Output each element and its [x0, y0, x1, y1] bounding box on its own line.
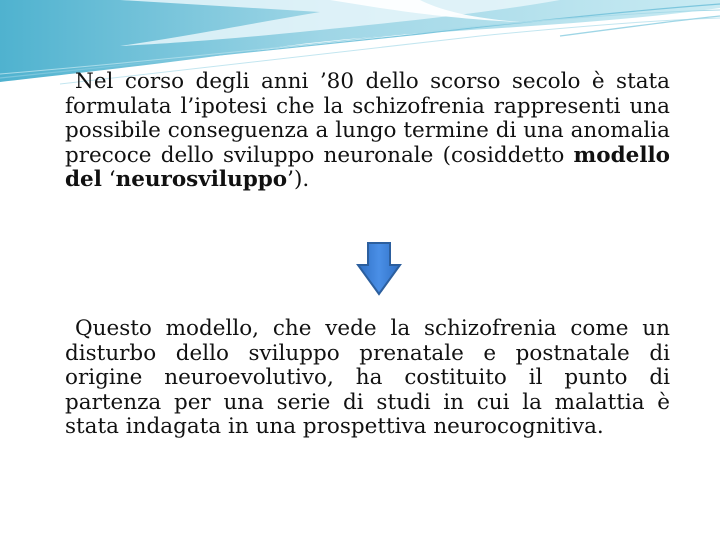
paragraph1-bold-term: modello del [65, 142, 670, 192]
paragraph-neurodevelopment-hypothesis [65, 70, 670, 193]
paragraph-model-description [65, 317, 670, 440]
paragraph1-quote-open: ‘ [101, 167, 116, 192]
paragraph1-text-end: ’). [287, 167, 310, 192]
paragraph1-text: Nel corso degli anni ’80 dello scorso secolo è stata formulata l’ipotesi che la schizofrenia rappresenti una possibile conseguenza a lungo termine di una anomalia precoce dello sviluppo neuronale (cosiddetto [65, 69, 670, 168]
paragraph2-text: Questo modello, che vede la schizofrenia come un disturbo dello sviluppo prenatale e postnatale di origine neuroevolutivo, ha costituito il punto di partenza per una serie di studi in cui la malattia è stata indagata in una prospettiva neurocognitiva. [65, 316, 670, 439]
down-arrow-icon [356, 241, 402, 296]
paragraph1-bold-term-2: neurosviluppo [115, 167, 288, 192]
